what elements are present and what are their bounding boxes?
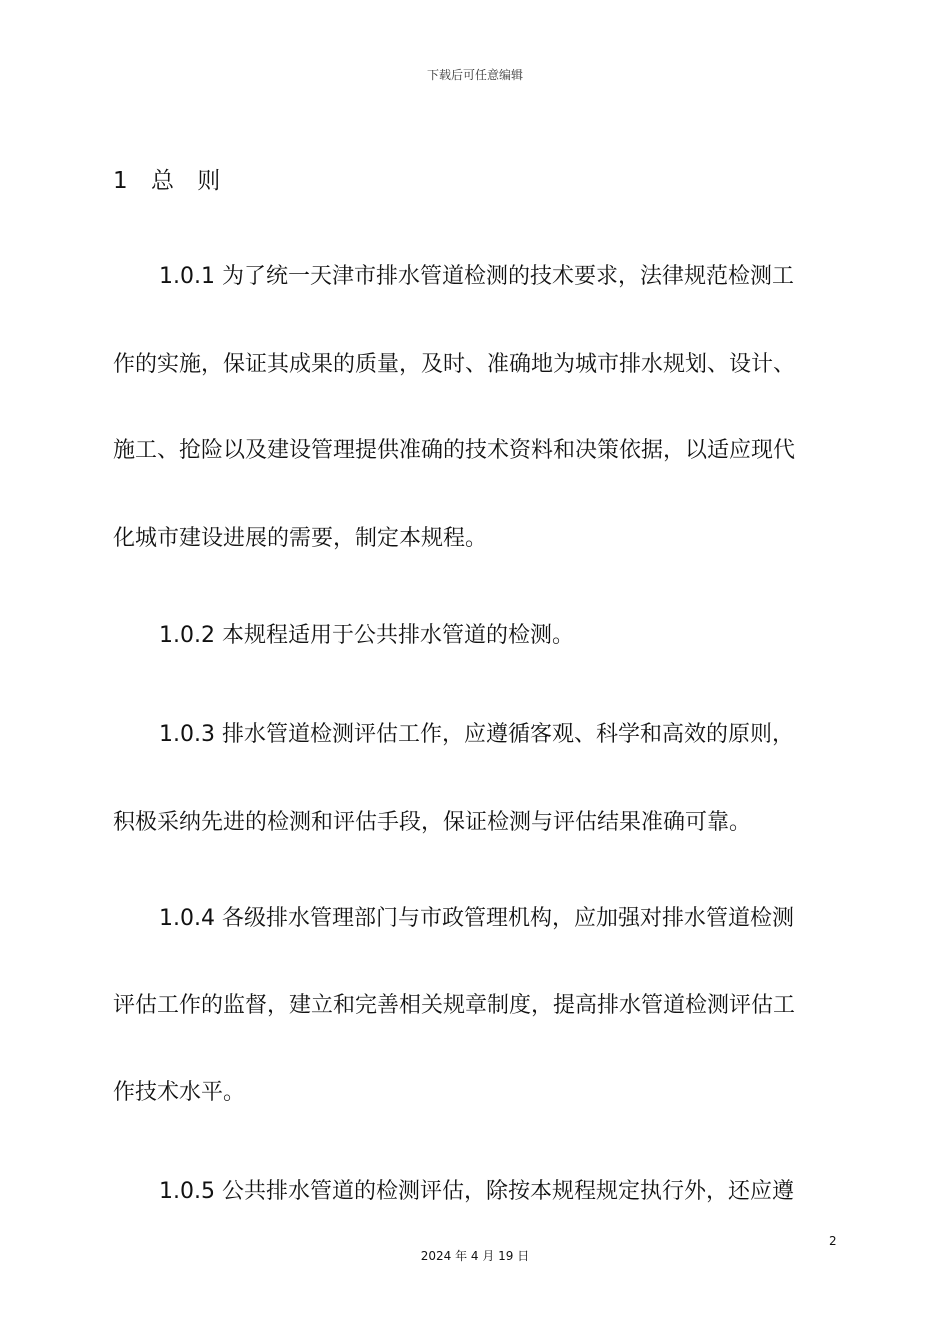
paragraph-1-0-3-line-1: 1.0.3 排水管道检测评估工作，应遵循客观、科学和高效的原则，: [159, 722, 794, 747]
paragraph-1-0-1-line-2: 作的实施，保证其成果的质量，及时、准确地为城市排水规划、设计、: [113, 352, 796, 377]
paragraph-1-0-4-line-3: 作技术水平。: [113, 1080, 246, 1105]
paragraph-1-0-3-line-2: 积极采纳先进的检测和评估手段，保证检测与评估结果准确可靠。: [113, 810, 752, 835]
paragraph-1-0-1-line-3: 施工、抢险以及建设管理提供准确的技术资料和决策依据，以适应现代: [113, 438, 796, 463]
paragraph-1-0-1-line-1: 1.0.1 为了统一天津市排水管道检测的技术要求，法律规范检测工: [159, 264, 794, 289]
page-number: 2: [829, 1234, 837, 1248]
paragraph-1-0-4-line-1: 1.0.4 各级排水管理部门与市政管理机构，应加强对排水管道检测: [159, 906, 794, 931]
paragraph-1-0-2-line-1: 1.0.2 本规程适用于公共排水管道的检测。: [159, 623, 574, 648]
paragraph-1-0-1-line-4: 化城市建设进展的需要，制定本规程。: [113, 526, 488, 551]
page-header: 下载后可任意编辑: [426, 68, 523, 82]
footer-date: 2024 年 4 月 19 日: [420, 1249, 530, 1263]
chapter-title: 1 总 则: [113, 168, 229, 194]
paragraph-1-0-4-line-2: 评估工作的监督，建立和完善相关规章制度，提高排水管道检测评估工: [113, 993, 796, 1018]
paragraph-1-0-5-line-1: 1.0.5 公共排水管道的检测评估，除按本规程规定执行外，还应遵: [159, 1179, 794, 1204]
